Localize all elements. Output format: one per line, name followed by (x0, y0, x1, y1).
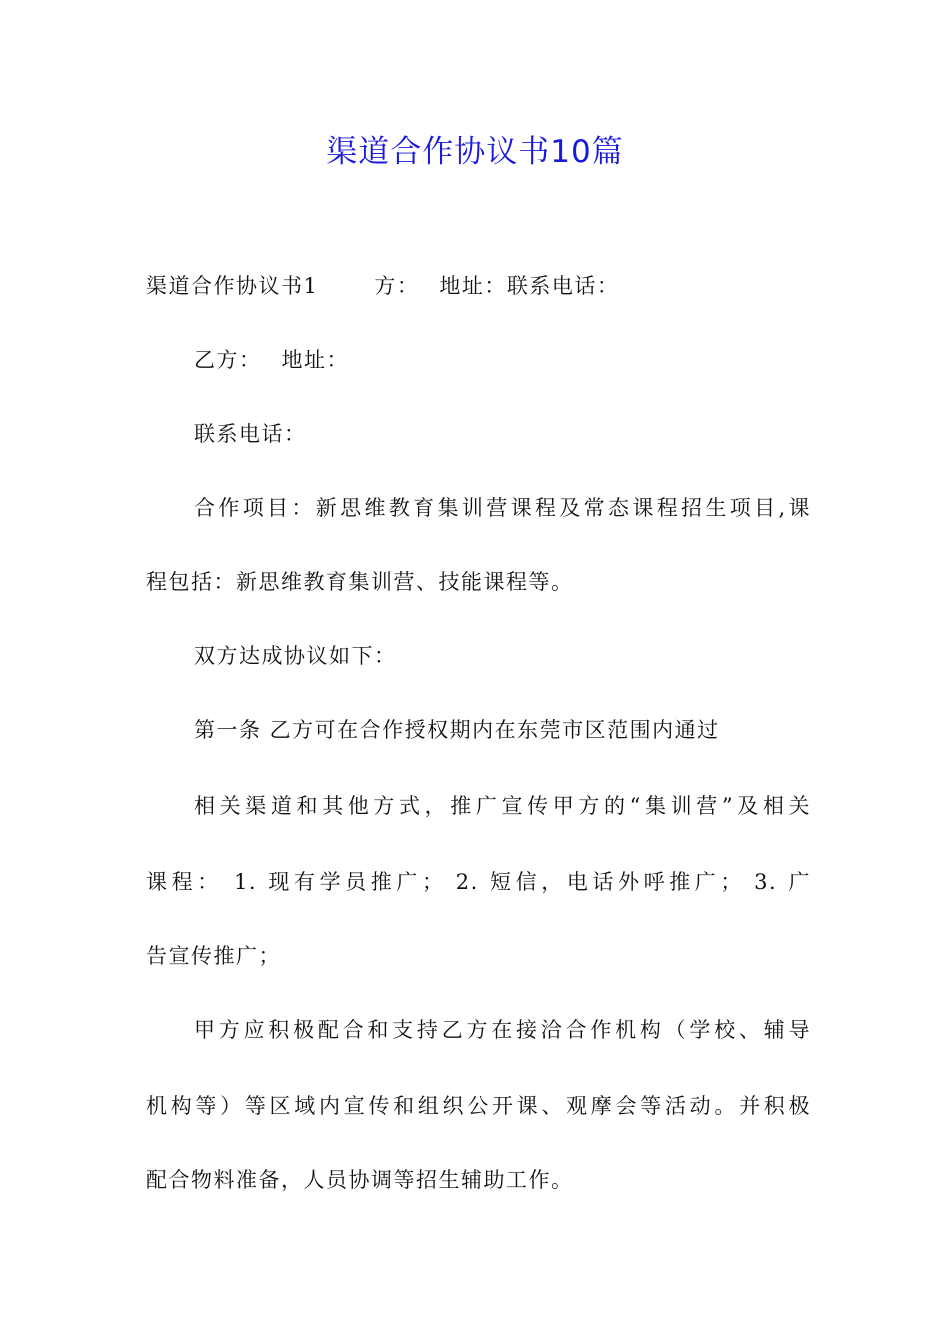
party-b-line (194, 344, 811, 376)
party-b-label: 乙方： (194, 348, 262, 372)
party-a-line (146, 270, 811, 302)
party-b-phone: 联系电话： (194, 422, 307, 446)
document-title: 渠道合作协议书10篇 (326, 134, 624, 170)
party-a-address-phone: 地址：联系电话： (439, 274, 620, 298)
project-line-1: 合作项目：新思维教育集训营课程及常态课程招生项目,课 (194, 496, 811, 520)
cooperation-line-2: 机构等）等区域内宣传和组织公开课、观摩会等活动。并积极 (146, 1094, 811, 1118)
project-line-2: 程包括：新思维教育集训营、技能课程等。 (146, 570, 574, 594)
article-1-line-3: 课程： 1. 现有学员推广； 2. 短信，电话外呼推广； 3. 广 (146, 870, 811, 894)
cooperation-line-1: 甲方应积极配合和支持乙方在接洽合作机构（学校、辅导 (194, 1018, 811, 1042)
cooperation-line-3: 配合物料准备，人员协调等招生辅助工作。 (146, 1168, 574, 1192)
party-a-label: 方： (374, 274, 420, 298)
article-1-line-4: 告宣传推广； (146, 944, 281, 968)
party-b-address: 地址： (281, 348, 349, 372)
article-1-line-2: 相关渠道和其他方式，推广宣传甲方的“集训营”及相关 (194, 794, 811, 818)
agreement-number-label: 渠道合作协议书1 (146, 274, 319, 298)
article-1-line-1: 第一条 乙方可在合作授权期内在东莞市区范围内通过 (194, 718, 720, 742)
agreement-intro: 双方达成协议如下： (194, 644, 397, 668)
